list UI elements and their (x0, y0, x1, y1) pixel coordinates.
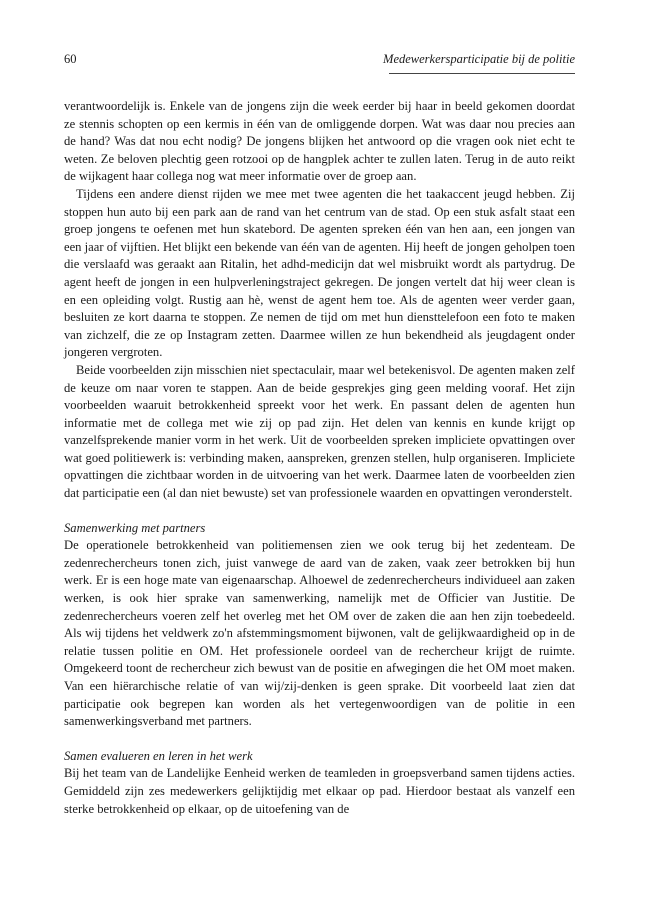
section-heading-samenwerking: Samenwerking met partners (64, 520, 206, 535)
section-heading-evalueren: Samen evalueren en leren in het werk (64, 748, 253, 763)
body-text (64, 98, 575, 818)
header-rule (389, 73, 575, 74)
paragraph-5: Bij het team van de Landelijke Eenheid werken de teamleden in groepsverband samen tijdens acties. Gemiddeld zijn zes medewerkers gelijktijdig met elkaar op pad. Hierdoor bestaat als vanzelf een sterke betrokkenheid op elkaar, op de uitoefening van de (64, 766, 575, 816)
page-number: 60 (64, 52, 77, 66)
paragraph-2: Tijdens een andere dienst rijden we mee met twee agenten die het taakaccent jeugd hebben. Zij stoppen hun auto bij een park aan de rand van het centrum van de stad. Op een stuk asfalt staat een groep jongens te oefenen met hun skatebord. De agenten spreken één van hen aan, een jongen van een jaar of vijftien. Het blijkt een bekende van één van de agenten. Hij heeft de jongen geholpen toen die verslaafd was geraakt aan Ritalin, het adhd-medicijn dat wel misbruikt wordt als partydrug. De agent heeft de jongen in een hulpverleningstraject gekregen. De jongen vertelt dat hij weer clean is en een opleiding volgt. Rustig aan hè, wenst de agent hem toe. Als de agenten weer verder gaan, besluiten ze kort daarna te stoppen. Ze nemen de tijd om met hun diensttelefoon een foto te maken van zichzelf, die ze op Instagram zetten. Daarmee willen ze hun bekendheid als jeugdagent onder jongeren vergroten. (64, 186, 575, 360)
paragraph-4: De operationele betrokkenheid van politiemensen zien we ook terug bij het zedenteam. De zedenrechercheurs tonen zich, juist vanwege de aard van de zaken, vaak zeer betrokken bij hun werk. Er is een hoge mate van eigenaarschap. Alhoewel de zedenrechercheurs individueel aan zaken werken, is ook hier sprake van samenwerking, namelijk met de Officier van Justitie. De zedenrechercheurs voeren zelf het overleg met het OM over de zaken die aan hen zijn toebedeeld. Als wij tijdens het veldwerk zo'n afstemmingsmoment bijwonen, valt de gelijkwaardigheid op in de relatie tussen politie en OM. Het professionele oordeel van de rechercheur krijgt de ruimte. Omgekeerd toont de rechercheur zich bewust van de positie en afwegingen die het OM moet maken. Van een hiërarchische relatie of van wij/zij-denken is geen sprake. Dit voorbeeld laat zien dat participatie ook begrepen kan worden als het vertegenwoordigen van de politie in een samenwerkingsverband met partners. (64, 538, 575, 729)
page-header (64, 52, 575, 72)
paragraph-3: Beide voorbeelden zijn misschien niet spectaculair, maar wel betekenisvol. De agenten maken zelf de keuze om naar voren te stappen. Aan de beide gesprekjes ging geen melding vooraf. Het zijn voorbeelden waaruit betrokkenheid spreekt voor het werk. En passant delen de agenten hun informatie met de collega met wie zij op pad zijn. Het delen van kennis en kunde krijgt op vanzelfsprekende manier vorm in het werk. Uit de voorbeelden spreken impliciete opvattingen over wat goed politiewerk is: verbinding maken, aanspreken, grenzen stellen, hulp organiseren. Impliciete opvattingen die zichtbaar worden in de uitvoering van het werk. Daarmee laten de voorbeelden zien dat participatie een (al dan niet bewuste) set van professionele waarden en opvattingen veronderstelt. (64, 362, 575, 501)
running-head: Medewerkersparticipatie bij de politie (383, 52, 575, 66)
paragraph-1: verantwoordelijk is. Enkele van de jongens zijn die week eerder bij haar in beeld gekomen doordat ze stennis schopten op een kermis in één van de omliggende dorpen. Wat was daar nou precies aan de hand? Was dat nou echt nodig? De jongens blijken het antwoord op die vragen ook niet echt te weten. Ze beloven plechtig geen rotzooi op de hangplek achter te zullen laten. Terug in de auto reikt de wijkagent haar collega nog wat meer informatie over de groep aan. (64, 99, 575, 184)
